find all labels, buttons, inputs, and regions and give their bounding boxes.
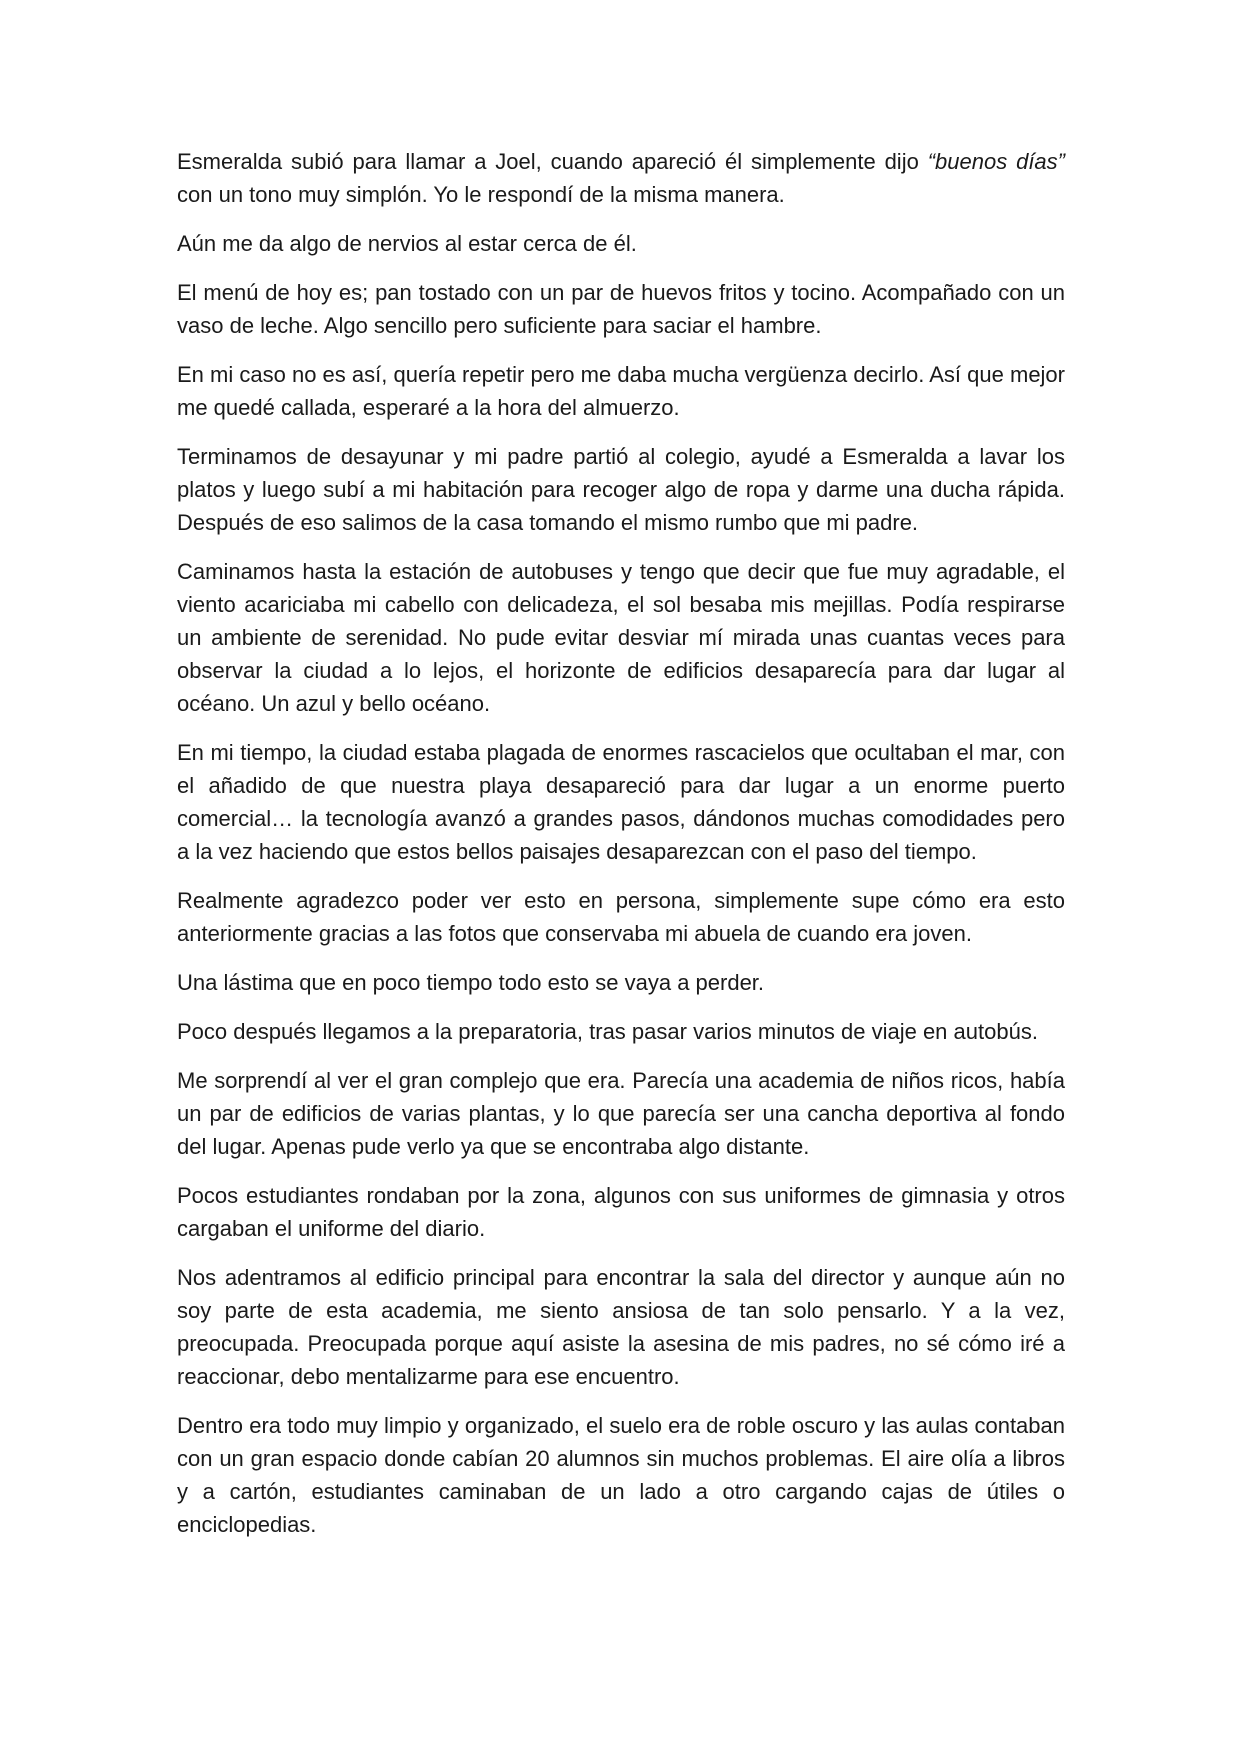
paragraph: Caminamos hasta la estación de autobuses y tengo que decir que fue muy agradable, el viento acariciaba mi cabello con delicadeza, el sol besaba mis mejillas. Podía respirarse un ambiente de serenidad. No pude evitar desviar mí mirada unas cuantas veces para observar la ciudad a lo lejos, el horizonte de edificios desaparecía para dar lugar al océano. Un azul y bello océano. bbox=[177, 559, 1065, 716]
paragraph: Realmente agradezco poder ver esto en persona, simplemente supe cómo era esto anteriormente gracias a las fotos que conservaba mi abuela de cuando era joven. bbox=[177, 888, 1065, 946]
paragraph: Pocos estudiantes rondaban por la zona, algunos con sus uniformes de gimnasia y otros cargaban el uniforme del diario. bbox=[177, 1183, 1065, 1241]
paragraph: Dentro era todo muy limpio y organizado, el suelo era de roble oscuro y las aulas contaban con un gran espacio donde cabían 20 alumnos sin muchos problemas. El aire olía a libros y a cartón, estudiantes caminaban de un lado a otro cargando cajas de útiles o enciclopedias. bbox=[177, 1413, 1065, 1537]
paragraph-text: con un tono muy simplón. Yo le respondí de la misma manera. bbox=[177, 182, 785, 207]
paragraph: Aún me da algo de nervios al estar cerca de él. bbox=[177, 231, 637, 256]
paragraph: Una lástima que en poco tiempo todo esto se vaya a perder. bbox=[177, 970, 765, 995]
paragraph-text: Esmeralda subió para llamar a Joel, cuando apareció él simplemente dijo bbox=[177, 149, 928, 174]
paragraph: Terminamos de desayunar y mi padre partió al colegio, ayudé a Esmeralda a lavar los platos y luego subí a mi habitación para recoger algo de ropa y darme una ducha rápida. Después de eso salimos de la casa tomando el mismo rumbo que mi padre. bbox=[177, 444, 1065, 535]
paragraph: Me sorprendí al ver el gran complejo que era. Parecía una academia de niños ricos, había un par de edificios de varias plantas, y lo que parecía ser una cancha deportiva al fondo del lugar. Apenas pude verlo ya que se encontraba algo distante. bbox=[177, 1068, 1065, 1159]
paragraph: En mi caso no es así, quería repetir pero me daba mucha vergüenza decirlo. Así que mejor me quedé callada, esperaré a la hora del almuerzo. bbox=[177, 362, 1065, 420]
document-body bbox=[177, 145, 1065, 1557]
paragraph: En mi tiempo, la ciudad estaba plagada de enormes rascacielos que ocultaban el mar, con el añadido de que nuestra playa desapareció para dar lugar a un enorme puerto comercial… la tecnología avanzó a grandes pasos, dándonos muchas comodidades pero a la vez haciendo que estos bellos paisajes desaparezcan con el paso del tiempo. bbox=[177, 740, 1065, 864]
paragraph bbox=[177, 145, 1065, 211]
paragraph: El menú de hoy es; pan tostado con un par de huevos fritos y tocino. Acompañado con un vaso de leche. Algo sencillo pero suficiente para saciar el hambre. bbox=[177, 280, 1065, 338]
emphasized-quote: “buenos días” bbox=[927, 149, 1065, 174]
paragraph: Poco después llegamos a la preparatoria, tras pasar varios minutos de viaje en autobús. bbox=[177, 1019, 1038, 1044]
paragraph: Nos adentramos al edificio principal para encontrar la sala del director y aunque aún no soy parte de esta academia, me siento ansiosa de tan solo pensarlo. Y a la vez, preocupada. Preocupada porque aquí asiste la asesina de mis padres, no sé cómo iré a reaccionar, debo mentalizarme para ese encuentro. bbox=[177, 1265, 1065, 1389]
